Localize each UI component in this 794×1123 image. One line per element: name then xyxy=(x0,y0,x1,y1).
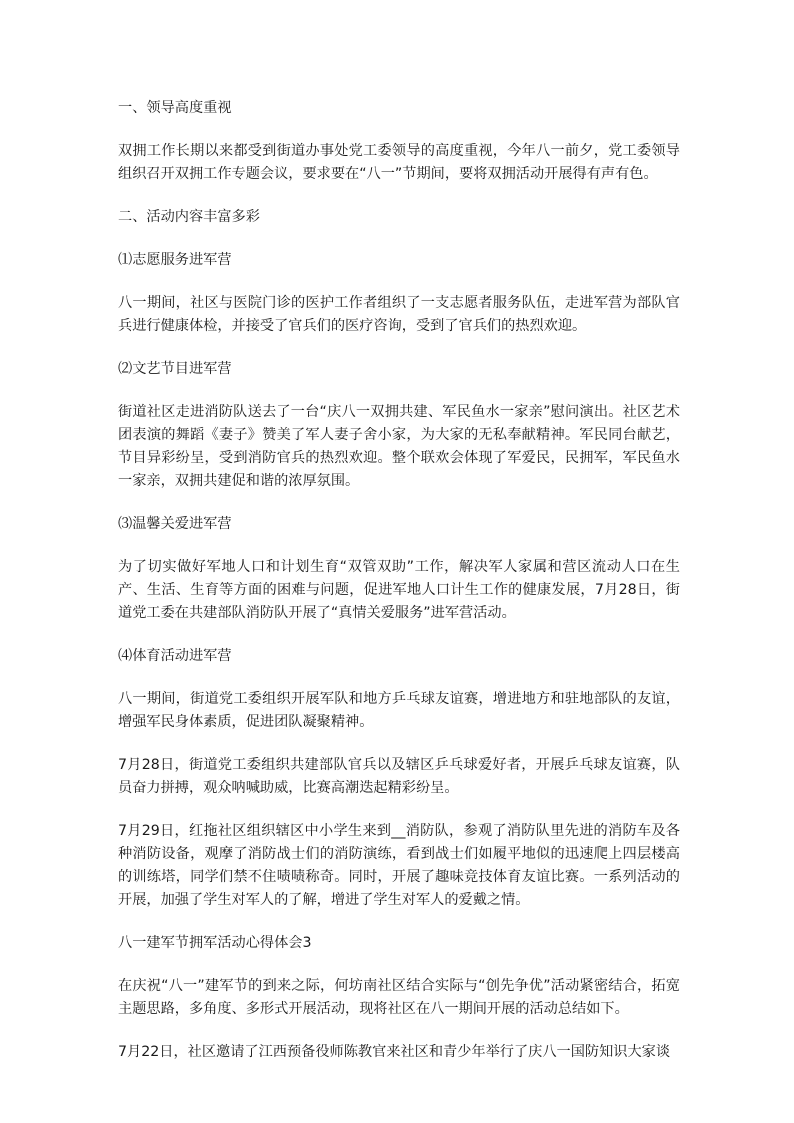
subheading-volunteer: ⑴志愿服务进军营 xyxy=(118,252,232,268)
paragraph-care: 为了切实做好军地人口和计划生育“双管双助”工作，解决军人家属和营区流动人口在生产、生活、生育等方面的困难与问题，促进军地人口计生工作的健康发展，7月28日，街道党工委在共建部队消防队开展了“真情关爱服务”进军营活动。 xyxy=(118,559,680,621)
document-page xyxy=(118,97,680,1064)
paragraph-defense-talk: 7月22日，社区邀请了江西预备役师陈教官来社区和青少年举行了庆八一国防知识大家谈 xyxy=(118,1044,671,1060)
paragraph-leadership: 双拥工作长期以来都受到街道办事处党工委领导的高度重视，今年八一前夕，党工委领导组织召开双拥工作专题会议，要求要在“八一”节期间，要将双拥活动开展得有声有色。 xyxy=(118,143,680,182)
paragraph-arts: 街道社区走进消防队送去了一台“庆八一双拥共建、军民鱼水一家亲”慰问演出。社区艺术团表演的舞蹈《妻子》赞美了军人妻子舍小家，为大家的无私奉献精神。军民同台献艺，节目异彩纷呈，受到消防官兵的热烈欢迎。整个联欢会体现了军爱民，民拥军，军民鱼水一家亲，双拥共建促和谐的浓厚氛围。 xyxy=(118,404,680,489)
section-heading-reflection-3: 八一建军节拥军活动心得体会3 xyxy=(118,935,312,951)
paragraph-volunteer: 八一期间，社区与医院门诊的医护工作者组织了一支志愿者服务队伍，走进军营为部队官兵进行健康体检，并接受了官兵们的医疗咨询，受到了官兵们的热烈欢迎。 xyxy=(118,295,680,334)
paragraph-table-tennis: 7月28日，街道党工委组织共建部队官兵以及辖区乒乓球爱好者，开展乒乓球友谊赛，队员奋力拼搏，观众呐喊助威，比赛高潮迭起精彩纷呈。 xyxy=(118,757,680,796)
subheading-arts: ⑵文艺节目进军营 xyxy=(118,361,232,377)
subheading-care: ⑶温馨关爱进军营 xyxy=(118,516,232,532)
section-heading-leadership: 一、领导高度重视 xyxy=(118,100,232,116)
subheading-sports: ⑷体育活动进军营 xyxy=(118,648,232,664)
paragraph-fire-station-visit: 7月29日，红拖社区组织辖区中小学生来到__消防队，参观了消防队里先进的消防车及各种消防设备，观摩了消防战士们的消防演练，看到战士们如履平地似的迅速爬上四层楼高的训练塔，同学们禁不住啧啧称奇。同时，开展了趣味竞技体育友谊比赛。一系列活动的开展，加强了学生对军人的了解，增进了学生对军人的爱戴之情。 xyxy=(118,823,680,908)
paragraph-community-intro: 在庆祝“八一”建军节的到来之际，何坊南社区结合实际与“创先争优”活动紧密结合，拓宽主题思路，多角度、多形式开展活动，现将社区在八一期间开展的活动总结如下。 xyxy=(118,978,680,1017)
paragraph-sports: 八一期间，街道党工委组织开展军队和地方乒乓球友谊赛，增进地方和驻地部队的友谊，增强军民身体素质，促进团队凝聚精神。 xyxy=(118,691,680,730)
section-heading-activities: 二、活动内容丰富多彩 xyxy=(118,209,260,225)
